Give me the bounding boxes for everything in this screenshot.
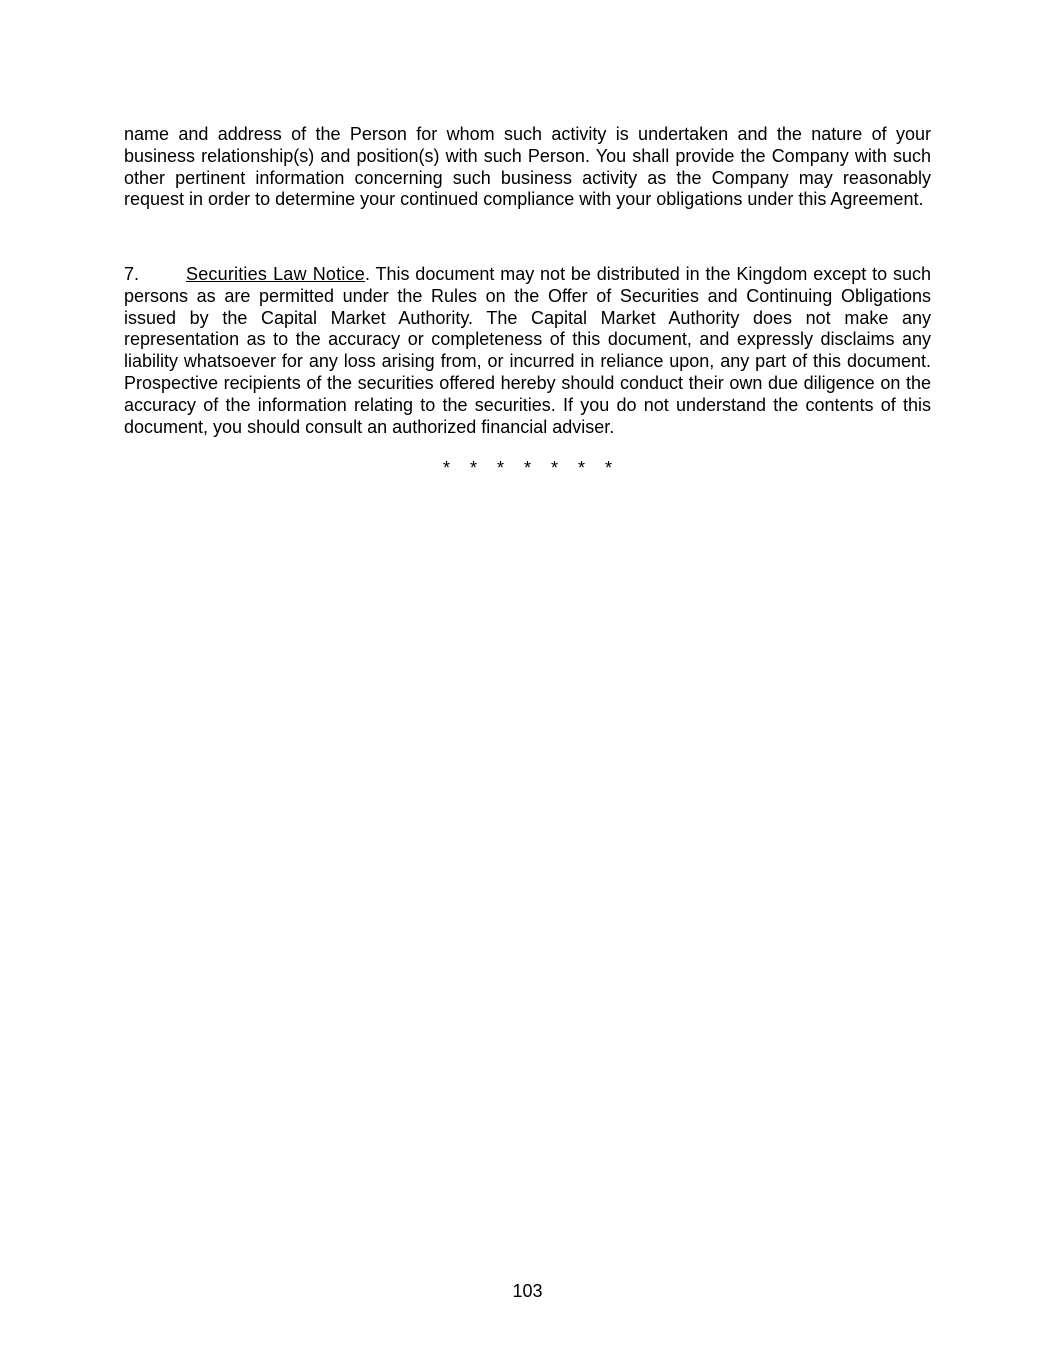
section-7-paragraph xyxy=(124,264,931,438)
page-number: 103 xyxy=(512,1281,543,1301)
section-body: . This document may not be distributed in the Kingdom except to such persons as are permitted under the Rules on the Offer of Securities and Continuing Obligations issued by the Capital Market Authority. The Capital Market Authority does not make any representation as to the accuracy or completeness of this document, and expressly disclaims any liability whatsoever for any loss arising from, or incurred in reliance upon, any part of this document. Prospective recipients of the securities offered hereby should conduct their own due diligence on the accuracy of the information relating to the securities. If you do not understand the contents of this document, you should consult an authorized financial adviser. xyxy=(124,264,931,437)
section-number: 7. xyxy=(124,264,140,284)
section-separator: * * * * * * * xyxy=(442,458,613,478)
section-heading: Securities Law Notice xyxy=(186,264,365,284)
continued-paragraph: name and address of the Person for whom such activity is undertaken and the nature of your business relationship(s) and position(s) with such Person. You shall provide the Company with such other pertinent information concerning such business activity as the Company may reasonably request in order to determine your continued compliance with your obligations under this Agreement. xyxy=(124,124,931,210)
